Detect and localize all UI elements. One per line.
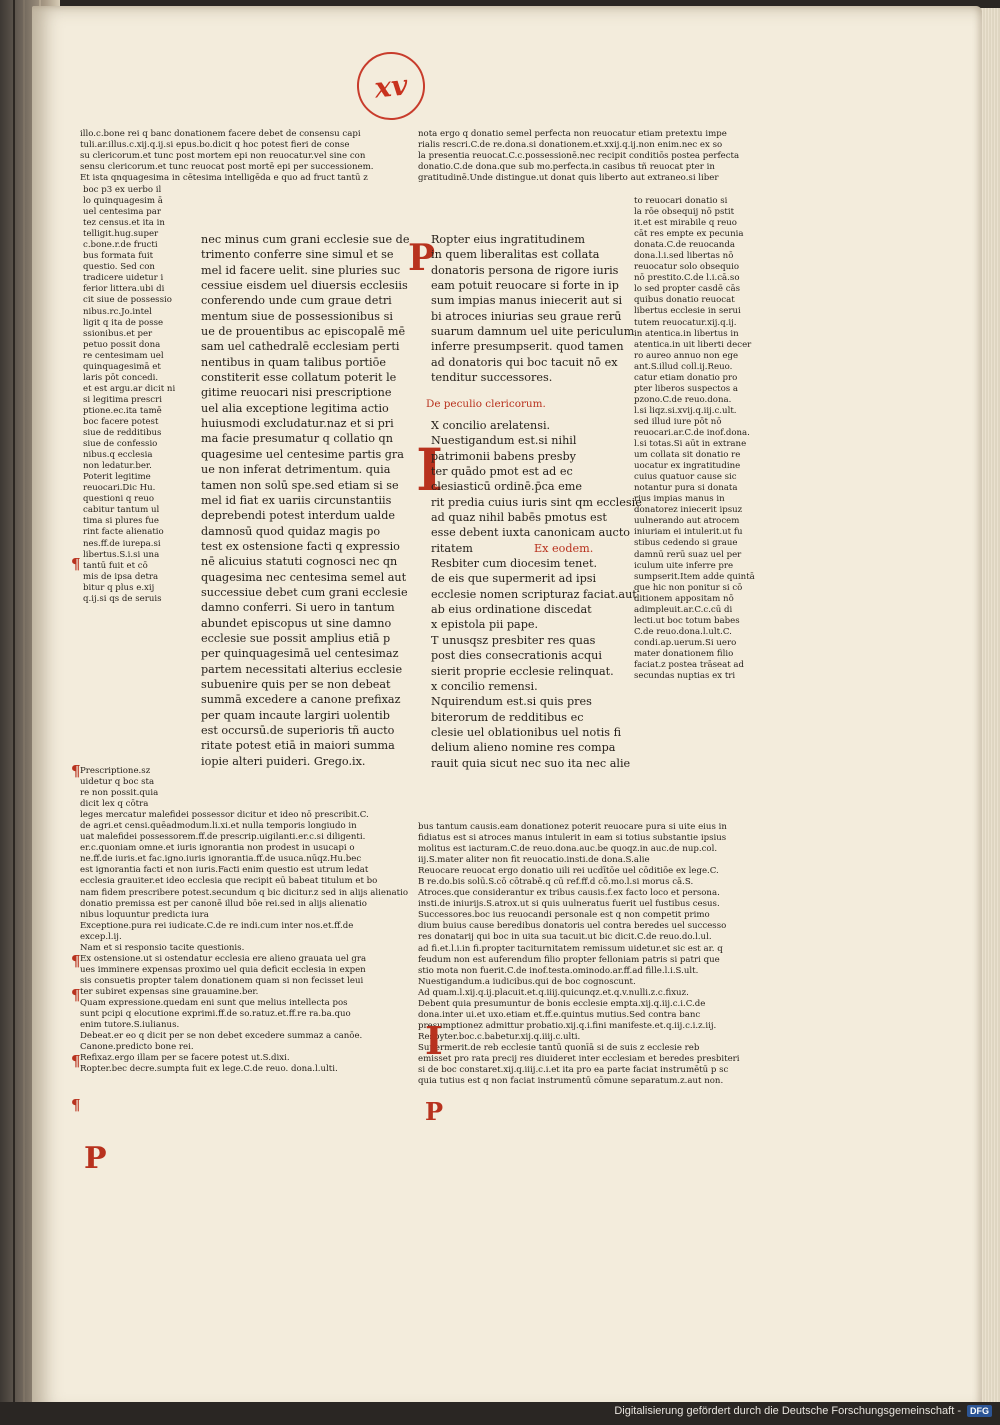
main-text-column-2a [431,232,634,385]
text-line: ma facie presumatur q collatio qn [201,432,393,446]
gloss-right-narrow [634,196,755,682]
text-line: presumptionez admittur probatio.xij.q.i.fini manifeste.et.q.iij.c.i.z.iij. [418,1020,717,1031]
text-line: stibus cedendo si graue [634,538,738,549]
text-line: sumpserit.Item adde quintā [634,571,755,582]
text-line: si legitima prescri [83,394,162,405]
text-line: cāt res empte ex pecunia [634,229,744,240]
text-line: ue de prouentibus ac episcopalē mē [201,325,406,339]
text-line: ecclesie nomen scripturaz faciat.aut [431,587,637,601]
text-line: successiue debet cum grani ecclesie [201,585,408,599]
text-line: telligit.hug.super [83,229,159,240]
text-line: reuocari.Dic Hu. [83,483,156,494]
text-line: cabitur tantum ul [83,505,160,516]
text-line: iij.S.mater aliter non fit reuocatio.insti.de dona.S.alie [418,855,650,866]
text-line: Refixaz.ergo illam per se facere potest ut.S.dixi. [80,1053,290,1064]
text-line: questio. Sed con [83,262,155,273]
text-line: ritate potest etiā in maiori summa [201,739,395,753]
text-line: ad fi.et.l.i.in fi.propter taciturnitatem remissum uidetur.et sic est ar. q [418,943,723,954]
text-line: quibus donatio reuocat [634,295,735,306]
text-line: x epistola pii pape. [431,618,539,632]
text-line: patrimonii babens presby [431,449,576,463]
gloss-top-left [80,129,373,184]
text-line: faciat.z postea trāseat ad [634,659,745,670]
text-line: uel alia exceptione legitima actio [201,401,389,415]
text-line: ditionem appositam nō [634,593,734,604]
paragraph-marker: ¶ [71,986,81,1004]
dfg-logo: DFG [967,1405,992,1417]
text-line: catur etiam donatio pro [634,372,738,383]
text-line: uidetur q boc sta [80,777,155,788]
text-line: insti.de iniurijs.S.atrox.ut si quis uulneratus fuerit uel fustibus cesus. [418,899,720,910]
text-line: ne.ff.de iuris.et fac.igno.iuris ignorantia.ff.de usuca.nūqz.Hu.bec [80,854,362,865]
text-line: de agri.et censi.quēadmodum.li.xi.et nulla temporis longiudo in [80,821,357,832]
text-line: la rōe obsequij nō pstit [634,207,735,218]
text-line: nec minus cum grani ecclesie sue de [201,233,410,246]
text-line: res donatarij qui boc in uita sua tacuit.ut bic dicit.C.de reuo.do.l.ul. [418,932,712,943]
text-line: sam uel cathedralē ecclesiam perti [201,340,400,354]
text-line: ad quaz nihil babēs pmotus est [431,511,607,525]
initial-p-small: P [84,1141,107,1176]
text-line: reuocatur solo obsequio [634,262,740,273]
text-line: donata.C.de reuocanda [634,240,735,251]
text-line: iopie alteri puideri. Grego.ix. [201,754,366,768]
main-text-column-1 [201,232,409,769]
text-line: l.si totas.Si aūt in extrane [634,439,747,450]
text-line: stio mota non fuerit.C.de inof.testa.ominodo.ar.ff.ad fille.l.i.S.ult. [418,965,699,976]
text-line: su clericorum.et tunc post mortem epi non reuocatur.vel sine con [80,151,366,162]
text-line: eam potuit reuocare si forte in ip [431,279,619,293]
text-line: clesie uel oblationibus uel notis fi [431,725,622,739]
text-line: q.ij.si qs de seruis [83,593,162,604]
paragraph-marker: ¶ [71,762,81,780]
text-line: tez census.et ita in [83,218,165,229]
text-line: ferior littera.ubi di [83,284,165,295]
text-line: partem necessitati alterius ecclesie [201,662,403,676]
text-line: nota ergo q donatio semel perfecta non reuocatur etiam pretextu impe [418,129,727,139]
text-line: quagesime uel centesime partis gra [201,447,404,461]
text-line: nō prestito.C.de l.i.cā.so [634,273,740,284]
text-line: summā excedere a canone prefixaz [201,693,401,707]
text-line: to reuocari donatio si [634,196,728,206]
text-line: cuius quatuor cause sic [634,472,737,483]
text-line: illo.c.bone rei q banc donationem facere debet de consensu capi [80,129,361,139]
text-line: bus formata fuit [83,251,154,262]
text-line: in quem liberalitas est collata [431,248,600,262]
text-line: sum impias manus iniecerit aut si [431,294,623,308]
text-line: Exceptione.pura rei iudicate.C.de re indi.cum inter nos.et.ff.de [80,920,354,931]
text-line: bus tantum causis.eam donationez poterit reuocare pura si uite eius in [418,822,727,832]
text-line: Reuocare reuocat ergo donatio uili rei ucdītōe uel cōditiōe ex lege.C. [418,866,719,877]
text-line: in atentica.in libertus in [634,328,739,339]
text-line: boc p3 ex uerbo il [83,185,162,195]
text-line: molitus est iacturam.C.de reuo.dona.auc.be quoqz.in auc.de nup.col. [418,844,718,855]
gloss-left-narrow [83,185,175,605]
credit-text: Digitalisierung gefördert durch die Deutsche Forschungsgemeinschaft - [614,1405,961,1417]
text-line: uel centesima par [83,207,161,218]
text-line: Successores.boc ius reuocandi personale est q non competit primo [418,910,710,921]
text-line: T unusqsz presbiter res quas [431,633,596,647]
text-line: Et ista qnquagesima in cētesima intelligēda e quo ad fruct tantū z [80,173,368,184]
text-line: Nquirendum est.si quis pres [431,695,592,709]
text-line: ssionibus.et per [83,328,153,339]
text-line: Atroces.que considerantur ex tribus causis.f.ex facto loco et persona. [418,888,720,899]
text-line: uocatur ex ingratitudine [634,461,741,472]
paragraph-marker: ¶ [71,1052,81,1070]
text-line: libertus.S.i.si una [83,549,160,560]
text-line: rialis rescri.C.de re.dona.si donationem.et.xxij.q.ij.non enim.nec ex so [418,140,723,151]
text-line: bi atroces iniurias seu graue rerū [431,309,622,323]
text-line: huiusmodi excludatur.naz et si pri [201,417,394,431]
text-line: iculum uite inferre pre [634,560,734,571]
gloss-mid-left [80,766,408,1075]
text-line: lo quinquagesim ā [83,196,163,207]
text-line: bitur q plus e.xij [83,582,155,593]
text-line: ad donatoris qui boc tacuit nō ex [431,355,618,369]
text-line: mentum siue de possessionibus si [201,309,393,323]
text-line: ab eius ordinatione discedat [431,603,592,617]
text-line: si de boc constaret.xij.q.iiij.c.i.et ita pro ea parte faciat instrumētū p sc [418,1065,729,1076]
text-line: Debent quia presumuntur de bonis ecclesie empta.xij.q.iij.c.i.C.de [418,998,706,1009]
text-line: non ledatur.ber. [83,461,152,472]
text-line: l.si liqz.si.xvij.q.iij.c.ult. [634,405,737,416]
text-line: tamen non solū spe.sed etiam si se [201,478,399,492]
text-line: per quam incaute largiri uolentib [201,708,390,722]
text-line: la presentia reuocat.C.c.possessionē.nec recipit conditiōs postea perfecta [418,151,740,162]
text-line: libertus ecclesie in serui [634,306,741,317]
text-line: rius impias manus in [634,494,725,505]
text-line: que hic non ponitur si cō [634,582,743,593]
text-line: C.de reuo.dona.l.ult.C. [634,626,732,637]
text-line: damnosū quod quidaz magis po [201,524,381,538]
text-line: Prescriptione.sz [80,766,151,776]
text-line: cit siue de possessio [83,295,172,306]
text-line: delium alieno nomine res compa [431,741,616,755]
text-line: tradicere uidetur i [83,273,164,284]
text-line: it.et est mirabile q reuo [634,218,737,229]
text-line: pzono.C.de reuo.dona. [634,394,732,405]
text-line: lecti.ut boc totum babes [634,615,740,626]
text-line: x concilio remensi. [431,679,538,693]
rubric-de-peculio: De peculio clericorum. [426,398,546,410]
initial-i-small: I [425,1018,443,1063]
text-line: laris pōt concedi. [83,372,159,383]
text-line: tuli.ar.illus.c.xij.q.ij.si epus.bo.dicit q hoc potest fieri de conse [80,140,350,151]
text-line: donatoris persona de rigore iuris [431,263,619,277]
text-line: de eis que supermerit ad ipsi [431,572,597,586]
text-line: damno conferri. Si uero in tantum [201,601,395,615]
text-line: uat malefidei possessorem.ff.de prescrip.uigilanti.er.c.si diligenti. [80,832,366,843]
text-line: leges mercatur malefidei possessor dicitur et ideo nō prescribit.C. [80,810,369,821]
text-line: tutem reuocatur.xij.q.ij. [634,317,737,328]
text-line: donatio.C.de dona.que sub mo.perfecta.in casibus tñ reuocat pter in [418,162,715,173]
text-line: B re.do.bis solū.S.cō cōtrabē.q cū ref.ff.d cō.mo.l.si morus cā.S. [418,877,694,888]
text-line: esse debent iuxta canonicam aucto [431,526,631,540]
rubric-ex-eodem: Ex eodem. [534,542,594,555]
text-line: boc facere potest [83,416,159,427]
text-line: tenditur successores. [431,371,553,385]
text-line: biterorum de redditibus ec [431,710,584,724]
text-line: damnū rerū suaz uel per [634,549,742,560]
text-line: fidiatus est si atroces manus intulerit in eam si totius substantie ipsius [418,833,727,844]
text-line: notantur pura si donata [634,483,738,494]
text-line: trimento conferre sine simul et se [201,248,394,262]
text-line: Poterit legitime [83,472,151,483]
text-line: Resbyter.boc.c.babetur.xij.q.iiij.c.ulti. [418,1031,581,1042]
text-line: petuo possit dona [83,339,161,350]
text-line: rint facte alienatio [83,527,164,538]
text-line: Ex ostensione.ut si ostendatur ecclesia ere alieno grauata uel gra [80,953,367,964]
text-line: per quinquagesimā uel centesimaz [201,647,399,661]
text-line: mater donationem filio [634,648,734,659]
text-line: nibus.rc.Jo.intel [83,306,152,317]
text-line: X concilio arelatensi. [431,419,551,432]
text-line: et est argu.ar dicit ni [83,383,176,394]
text-line: sierit proprie ecclesie relinquat. [431,664,614,678]
text-line: ue non inferat detrimentum. quia [201,463,391,477]
text-line: conferendo unde cum graue detri [201,294,392,308]
paragraph-marker: ¶ [71,952,81,970]
text-line: nes.ff.de iurepa.si [83,538,161,549]
text-line: nibus.q ecclesia [83,450,153,461]
text-line: nibus loquuntur predicta iura [80,909,209,920]
text-line: gitime reuocari nisi prescriptione [201,386,392,400]
text-line: Ropter.bec decre.sumpta fuit ex lege.C.de reuo. dona.l.ulti. [80,1064,338,1075]
initial-p-small-right: P [425,1097,444,1126]
text-line: Nuestigandum.a iudicibus.qui de boc cognoscunt. [418,976,636,987]
text-line: iniuriam ei intulerit.ut fu [634,527,743,538]
text-line: um collata sit donatio re [634,450,741,461]
text-line: deprebendi potest interdum ualde [201,509,396,523]
text-line: pter liberos suspectos a [634,383,739,394]
text-line: rauit quia sicut nec suo ita nec alie [431,756,631,770]
text-line: ant.S.illud coll.ij.Reuo. [634,361,733,372]
text-line: mel id fiat ex uariis circunstantiis [201,493,392,507]
text-line: est occursū.de superioris tñ aucto [201,724,395,737]
text-line: sensu clericorum.et tunc reuocat post mortē epi per successionem. [80,162,374,173]
text-line: er.c.quoniam omne.et iuris ignorantia non prodest in usucapi o [80,843,355,854]
text-line: uulnerando aut atrocem [634,516,740,527]
folio-number-stamp: xv [354,49,429,124]
text-line: mel id facere uelit. sine pluries suc [201,263,401,277]
text-line: gratitudinē.Unde distingue.ut donat quis liberto aut extraneo.si liber [418,173,719,184]
text-line: donatio premissa est per canonē illud bōe rei.sed in alijs alienatio [80,898,367,909]
text-line: sunt pcipi q elocutione exprimi.ff.de so.ratuz.et.ff.re ra.ba.quo [80,1009,351,1020]
text-line: quinquagesimā et [83,361,161,372]
text-line: Resbiter cum diocesim tenet. [431,557,598,571]
initial-p: P [408,237,436,279]
text-line: nē alicuius statuti cognosci nec qn [201,555,398,569]
text-line: mis de ipsa detra [83,571,159,582]
text-line: quia tutius est q non faciat instrumentū cōmune separatum.z.aut non. [418,1076,724,1087]
text-line: excep.l.ij. [80,931,122,942]
text-line: Canone.predicto bone rei. [80,1042,194,1053]
text-line: ter subiret expensas sine grauamine.ber. [80,986,259,997]
text-line: lo sed propter casdē cās [634,284,741,295]
text-line: tantū fuit et cō [83,560,148,571]
paragraph-marker: ¶ [71,555,81,573]
text-line: secundas nuptias ex tri [634,671,736,682]
text-line: ecclesie sue possit amplius etiā p [201,631,391,645]
text-line: adimpleuit.ar.C.c.cū di [634,604,733,615]
text-line: reuocari.ar.C.de inof.dona. [634,427,750,438]
text-line: inferre presumpserit. quod tamen [431,340,624,354]
text-line: dona.l.i.sed libertas nō [634,251,734,262]
main-text-column-2b [431,418,642,771]
text-line: ritatem [431,541,473,555]
paragraph-marker: ¶ [71,1096,81,1114]
text-line: ecclesia grauiter.et ideo ecclesia que recipit eū babeat titulum et bo [80,876,378,887]
text-line: est ignorantia facti et non iuris.Facti enim questio est utrum ledat [80,865,369,876]
text-line: ter quādo pmot est ad ec [431,465,573,479]
text-line: nam fidem prescribere potest.secundum q bic dicitur.z sed in alijs alienatio [80,887,409,898]
text-line: Nam et si responsio tacite questionis. [80,942,245,953]
text-line: clesiasticū ordinē.p̄ca eme [431,480,583,494]
text-line: ligit q ita de posse [83,317,164,328]
text-line: abundet episcopus ut sine damno [201,616,392,630]
text-line: Supermerit.de reb ecclesie tantū quonīā si de suis z ecclesie reb [418,1042,700,1053]
text-line: nentibus in quam talibus portiōe [201,355,386,369]
text-line: re non possit.quia [80,788,159,799]
text-line: Nuestigandum est.si nihil [431,434,577,448]
text-line: siue de redditibus [83,428,162,439]
text-line: test ex ostensione facti q expressio [201,539,400,553]
text-line: cessiue eisdem uel diuersis ecclesiis [201,279,408,293]
text-line: rit predia cuius iuris sint qm ecclesie [431,495,642,509]
text-line: condi.ap.uerum.Si uero [634,637,737,648]
text-line: c.bone.r.de fructi [83,240,158,251]
gloss-mid-right [418,822,740,1087]
gloss-top-right [418,129,739,184]
text-line: Debeat.er eo q dicit per se non debet excedere summaz a canōe. [80,1031,363,1042]
text-line: Ropter eius ingratitudinem [431,233,585,246]
text-line: re centesimam uel [83,350,164,361]
text-line: subuenire quis per se non debeat [201,677,391,691]
text-line: ptione.ec.ita tamē [83,405,162,416]
text-line: post dies consecrationis acqui [431,649,602,663]
text-line: atentica.in uit liberti decer [634,339,752,350]
initial-i: I [416,436,444,504]
text-line: emisset pro rata precij res diuideret inter ecclesiam et beredes presbiteri [418,1053,740,1064]
text-line: siue de confessio [83,439,158,450]
text-line: Quam expressione.quedam eni sunt que melius intellecta pos [80,997,348,1008]
text-line: sis consuetis propter talem donationem quam si non fecisset leui [80,975,364,986]
text-line: donatorez iniecerit ipsuz [634,505,743,516]
text-line: ues imminere expensas proximo uel quia deficit ecclesia in expen [80,964,366,975]
text-line: quagesima nec centesima semel aut [201,570,407,584]
text-line: dium buius cause beredibus donatoris uel contra beredes uel successo [418,921,727,932]
text-line: ro aureo annuo non ege [634,350,739,361]
text-line: feudum non est auferendum filio propter felloniam patris si patri que [418,954,720,965]
text-line: enim tutore.S.iulianus. [80,1020,180,1031]
credit-line [614,1405,992,1417]
text-line: dicit lex q cōtra [80,799,149,810]
text-line: tima si plures fue [83,516,160,527]
text-line: questioni q reuo [83,494,155,505]
text-line: dona.inter ui.et uxo.etiam et.ff.e.quintus mutius.Sed contra banc [418,1009,701,1020]
text-line: suarum damnum uel uite periculum [431,325,635,339]
text-line: Ad quam.l.xij.q.ij.placuit.et.q.iiij.quicunqz.et.q.v.nulli.z.c.fixuz. [418,987,689,998]
text-line: constiterit esse collatum poterit le [201,371,397,385]
text-line: sed illud iure pōt nō [634,416,722,427]
